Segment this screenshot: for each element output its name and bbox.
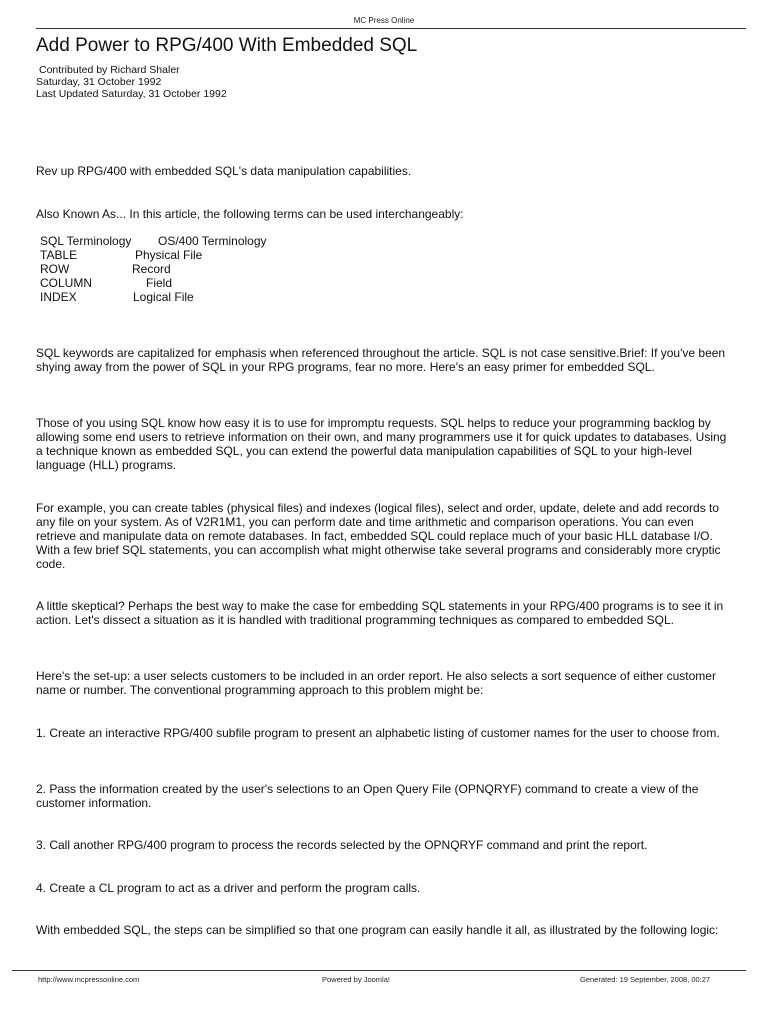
paragraph: A little skeptical? Perhaps the best way to make the case for embedding SQL statements in your RPG/400 programs is to see it in action. Let's dissect a situation as it is handled with traditional programming techniques as compared to embedded SQL. <box>36 599 724 627</box>
publish-date: Saturday, 31 October 1992 <box>36 76 162 88</box>
paragraph: 2. Pass the information created by the user's selections to an Open Query File (OPNQRYF) command to create a view of the customer information. <box>36 782 699 810</box>
terminology-table <box>40 234 340 304</box>
terminology-header-row <box>40 234 340 248</box>
last-updated: Last Updated Saturday, 31 October 1992 <box>36 88 227 100</box>
terminology-row <box>40 248 340 262</box>
paragraph: With embedded SQL, the steps can be simplified so that one program can easily handle it all, as illustrated by the following logic: <box>36 923 719 937</box>
terminology-sql-term: ROW <box>40 262 70 276</box>
terminology-row <box>40 262 340 276</box>
paragraph: 4. Create a CL program to act as a driver and perform the program calls. <box>36 881 421 895</box>
paragraph: 3. Call another RPG/400 program to process the records selected by the OPNQRYF command and print the report. <box>36 838 648 852</box>
paragraph: Those of you using SQL know how easy it is to use for impromptu requests. SQL helps to reduce your programming backlog by allowing some end users to retrieve information on their own, and many programmers use it for quick updates to databases. Using a technique known as embedded SQL, you can extend the powerful data manipulation capabilities of SQL to your high-level language (HLL) programs. <box>36 416 727 472</box>
terminology-header-os400: OS/400 Terminology <box>158 234 267 248</box>
footer-powered-by: Powered by Joomla! <box>322 975 390 984</box>
terminology-row <box>40 276 340 290</box>
paragraph: Also Known As... In this article, the following terms can be used interchangeably: <box>36 207 464 221</box>
footer-divider <box>12 970 746 971</box>
paragraph: 1. Create an interactive RPG/400 subfile program to present an alphabetic listing of customer names for the user to choose from. <box>36 726 720 740</box>
paragraph: SQL keywords are capitalized for emphasis when referenced throughout the article. SQL is not case sensitive.Brief: If you've been shying away from the power of SQL in your RPG programs, fear no more. Here's an easy primer for embedded SQL. <box>36 346 726 374</box>
contributor-line: Contributed by Richard Shaler <box>39 64 180 76</box>
paragraph: Rev up RPG/400 with embedded SQL's data manipulation capabilities. <box>36 164 412 178</box>
terminology-os400-term: Physical File <box>135 248 203 262</box>
terminology-os400-term: Logical File <box>133 290 194 304</box>
terminology-sql-term: INDEX <box>40 290 77 304</box>
article-title: Add Power to RPG/400 With Embedded SQL <box>36 35 418 56</box>
article-meta <box>36 64 227 100</box>
header-divider <box>36 28 746 29</box>
terminology-os400-term: Field <box>146 276 173 290</box>
terminology-os400-term: Record <box>132 262 171 276</box>
terminology-sql-term: COLUMN <box>40 276 93 290</box>
footer-site-link[interactable]: http://www.mcpressonline.com <box>38 975 140 984</box>
paragraph: For example, you can create tables (physical files) and indexes (logical files), select and order, update, delete and add records to any file on your system. As of V2R1M1, you can perform date and time arithmetic and comparison operations. You can even retrieve and manipulate data on remote databases. In fact, embedded SQL could replace much of your basic HLL database I/O. With a few brief SQL statements, you can accomplish what might otherwise take several programs and considerably more cryptic code. <box>36 501 721 571</box>
terminology-header-sql: SQL Terminology <box>40 234 132 248</box>
terminology-sql-term: TABLE <box>40 248 78 262</box>
header-site-name: MC Press Online <box>353 16 415 25</box>
footer-generated: Generated: 19 September, 2008, 00:27 <box>580 975 711 984</box>
terminology-row <box>40 290 340 304</box>
paragraph: Here's the set-up: a user selects customers to be included in an order report. He also selects a sort sequence of either customer name or number. The conventional programming approach to this problem might be: <box>36 669 716 697</box>
